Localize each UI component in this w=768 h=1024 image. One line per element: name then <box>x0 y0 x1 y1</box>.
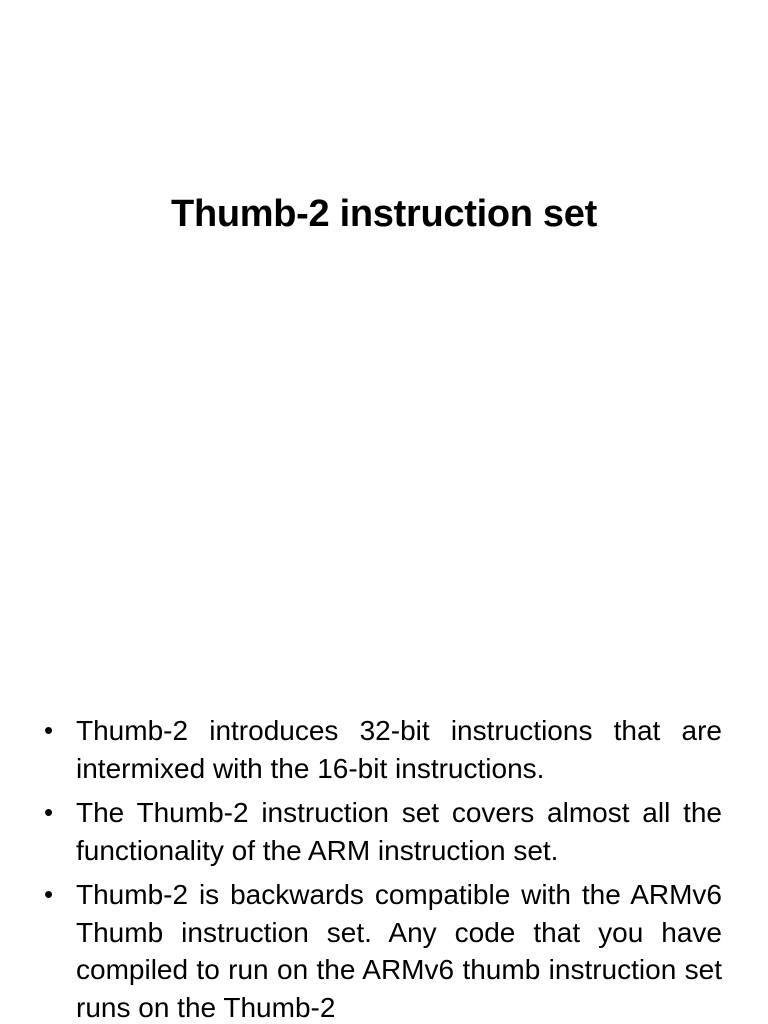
bullet-item <box>44 712 722 787</box>
bullet-list <box>44 712 722 1024</box>
bullet-icon: • <box>44 715 54 745</box>
bullet-text: Thumb-2 is backwards compatible with the ARMv6 Thumb instruction set. Any code that you have compiled to run on the ARMv6 thumb instruction set runs on the Thumb-2 <box>76 879 722 1023</box>
bullet-icon: • <box>44 797 54 827</box>
bullet-text: Thumb-2 introduces 32-bit instructions that are intermixed with the 16-bit instructions. <box>76 715 722 784</box>
bullet-text: The Thumb-2 instruction set covers almost all the functionality of the ARM instruction set. <box>76 797 722 866</box>
bullet-icon: • <box>44 879 54 909</box>
bullet-item <box>44 876 722 1024</box>
slide-title: Thumb-2 instruction set <box>171 193 597 235</box>
bullet-item <box>44 794 722 869</box>
